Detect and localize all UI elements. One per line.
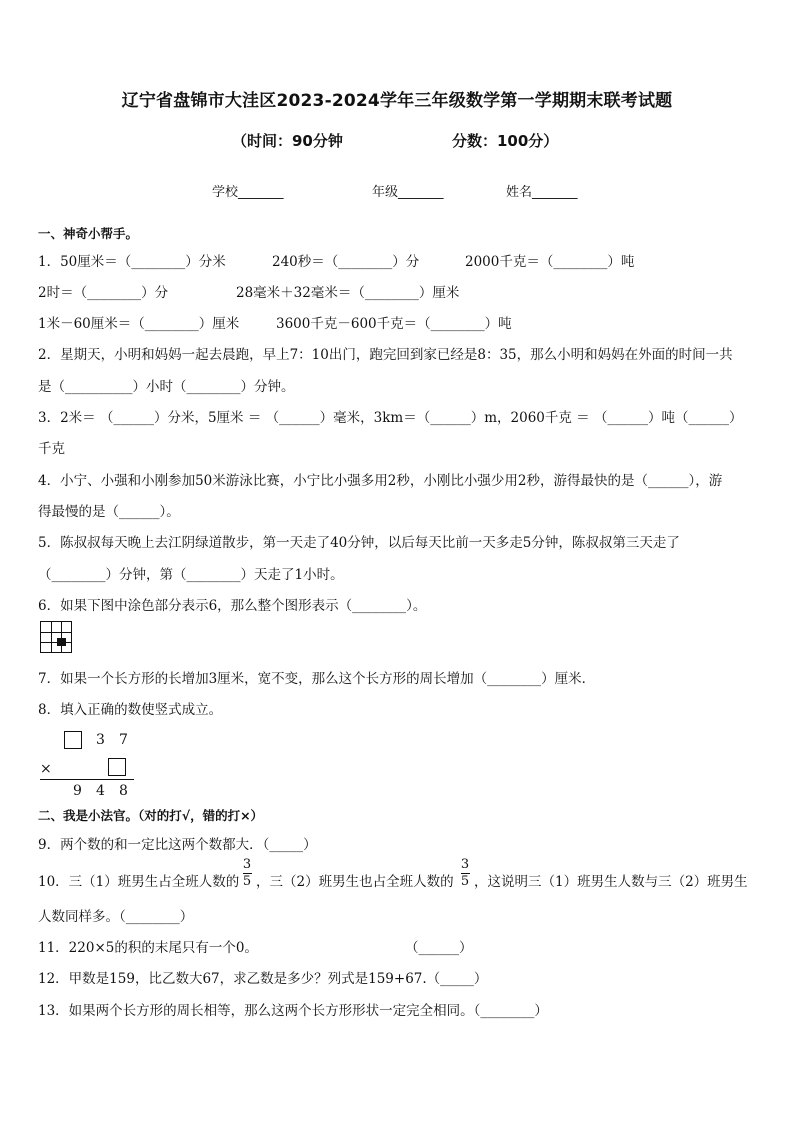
q8-blank-box-top — [64, 731, 82, 749]
q9-text: 9．两个数的和一定比这两个数都大．（_____） — [38, 837, 317, 853]
q8-times-sign: × — [40, 761, 52, 777]
time-label: （时间：90分钟 — [232, 132, 343, 150]
grade-field: 年级_______ — [372, 185, 444, 200]
q10-line-2: 人数同样多。（________） — [38, 909, 194, 925]
q1-item-f: 1米－60厘米＝（________）厘米 — [38, 316, 240, 332]
section-2-heading: 二、我是小法官。（对的打√，错的打×） — [38, 808, 264, 823]
score-label: 分数：100分） — [452, 132, 559, 150]
q12-text: 12．甲数是159，比乙数大67，求乙数是多少？列式是159+67.（_____） — [38, 971, 488, 987]
q8-text: 8．填入正确的数使竖式成立。 — [38, 702, 223, 718]
q5-line-2: （________）分钟，第（________）天走了1小时。 — [38, 567, 344, 583]
q1-item-e: 28毫米＋32毫米＝（________）厘米 — [236, 285, 460, 301]
q4-line-2: 得最慢的是（______）。 — [38, 504, 180, 520]
q11-text: 11．220×5的积的末尾只有一个0。 — [38, 940, 258, 956]
q1-item-b: 240秒＝（________）分 — [272, 254, 420, 270]
name-field: 姓名_______ — [506, 185, 578, 200]
q10-part-1: 10．三（1）班男生占全班人数的 — [38, 874, 240, 890]
q2-line-1: 2．星期天，小明和妈妈一起去晨跑，早上7：10出门，跑完回到家已经是8：35，那么小明和妈妈在外面的时间一共 — [38, 347, 733, 363]
q8-result-digit-3: 8 — [119, 783, 128, 799]
q7-text: 7．如果一个长方形的长增加3厘米，宽不变，那么这个长方形的周长增加（________）厘米． — [38, 671, 596, 687]
q6-shaded-grid-figure — [40, 621, 72, 653]
q10-fraction-1: 3 5 — [242, 857, 252, 889]
q8-blank-box-bottom — [108, 758, 126, 776]
q1-item-c: 2000千克＝（________）吨 — [465, 254, 635, 270]
q8-result-digit-2: 4 — [96, 783, 105, 799]
q1-item-g: 3600千克－600千克＝（________）吨 — [276, 316, 512, 332]
q8-top-digit-2: 7 — [119, 732, 128, 748]
q5-line-1: 5．陈叔叔每天晚上去江阴绿道散步，第一天走了40分钟，以后每天比前一天多走5分钟，陈叔叔第三天走了 — [38, 535, 680, 551]
q4-line-1: 4．小宁、小强和小刚参加50米游泳比赛，小宁比小强多用2秒，小刚比小强少用2秒，游得最快的是（______），游 — [38, 473, 723, 489]
q10-fraction-2: 3 5 — [460, 857, 470, 889]
q3-line-1: 3．2米＝ （______）分米，5厘米 ＝ （______）毫米，3km＝（______）m，2060千克 ＝ （______）吨（______） — [38, 410, 743, 426]
q10-part-3: ，这说明三（1）班男生人数与三（2）班男生 — [474, 874, 748, 890]
q6-text: 6．如果下图中涂色部分表示6，那么整个图形表示（________）。 — [38, 598, 427, 614]
school-field: 学校_______ — [212, 185, 284, 200]
q8-rule-line — [40, 779, 134, 780]
q8-top-digit-1: 3 — [96, 732, 105, 748]
q1-item-d: 2时＝（________）分 — [38, 285, 169, 301]
q10-part-2: ，三（2）班男生也占全班人数的 — [256, 874, 454, 890]
q1-item-a: 1．50厘米＝（________）分米 — [38, 254, 226, 270]
section-1-heading: 一、神奇小帮手。 — [38, 226, 139, 241]
exam-title: 辽宁省盘锦市大洼区2023-2024学年三年级数学第一学期期末联考试题 — [121, 91, 673, 111]
q13-text: 13．如果两个长方形的周长相等，那么这两个长方形形状一定完全相同。（________） — [38, 1003, 548, 1019]
q11-blank: （______） — [405, 940, 473, 956]
q2-line-2: 是（__________）小时（________）分钟。 — [38, 379, 295, 395]
q8-result-digit-1: 9 — [73, 783, 82, 799]
q3-line-2: 千克 — [38, 441, 65, 457]
